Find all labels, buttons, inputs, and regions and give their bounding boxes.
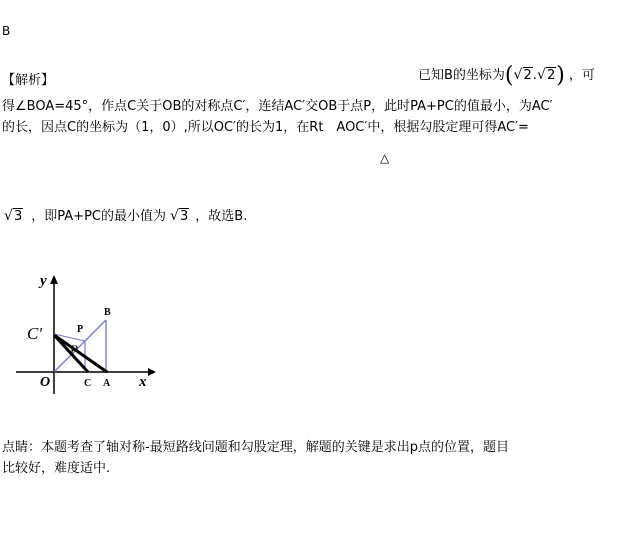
- radical-sign-icon: √: [170, 208, 179, 224]
- label-c: C: [84, 378, 92, 389]
- coordinate-of-b: [418, 63, 595, 88]
- sqrt-three-result: [4, 209, 23, 224]
- segment-cprime-a: [54, 335, 107, 372]
- label-y: y: [40, 273, 47, 289]
- sqrt-three-radicand: 3: [14, 209, 23, 224]
- label-p-lower: P: [70, 342, 78, 357]
- line4-middle: ，即PA+PC的最小值为: [31, 209, 166, 224]
- coordinate-separator: .: [532, 68, 537, 83]
- analysis-line-4: [4, 205, 247, 224]
- label-b: B: [104, 307, 111, 318]
- radical-sign-icon: √: [513, 67, 523, 83]
- sqrt-two-a-radicand: 2: [523, 68, 532, 83]
- triangle-symbol: △: [380, 151, 390, 165]
- y-axis-arrow-icon: [50, 275, 58, 284]
- sqrt-two-b-radicand: 2: [546, 68, 556, 83]
- line4-tail: ，故选B.: [195, 209, 248, 224]
- coordinate-close-paren: ): [556, 63, 565, 88]
- analysis-line-3: 的长，因点C的坐标为（1，0）,所以OC′的长为1，在Rt AOC′中，根据勾股定理可得AC′=: [2, 120, 529, 135]
- label-x: x: [139, 374, 147, 390]
- analysis-heading: 【解析】: [2, 73, 55, 88]
- x-axis-arrow-icon: [148, 368, 156, 376]
- label-a: A: [103, 378, 111, 389]
- radical-sign-icon: √: [4, 208, 13, 224]
- comment-line-1: 点睛：本题考查了轴对称-最短路线问题和勾股定理，解题的关键是求出p点的位置，题目: [2, 440, 509, 455]
- radical-sign-icon: √: [536, 67, 546, 83]
- label-o: O: [40, 375, 51, 390]
- sqrt-three-min-radicand: 3: [180, 209, 189, 224]
- answer-letter: B: [2, 24, 11, 38]
- coordinate-open-paren: (: [504, 63, 514, 88]
- label-p-upper: P: [77, 324, 84, 335]
- line1-tail: ，可: [568, 68, 595, 83]
- comment-line-2: 比较好，难度适中.: [2, 461, 111, 476]
- analysis-line-2: 得∠BOA=45°，作点C关于OB的对称点C′，连结AC′交OB于点P，此时PA+PC的值最小，为AC′: [2, 99, 553, 114]
- label-c-prime: C′: [27, 324, 43, 343]
- sqrt-three-min-value: [170, 209, 189, 224]
- sqrt-two-a: [514, 68, 533, 83]
- coordinate-intro: 已知B的坐标为: [418, 68, 505, 83]
- geometry-figure: [0, 262, 170, 397]
- sqrt-two-b: [537, 68, 556, 83]
